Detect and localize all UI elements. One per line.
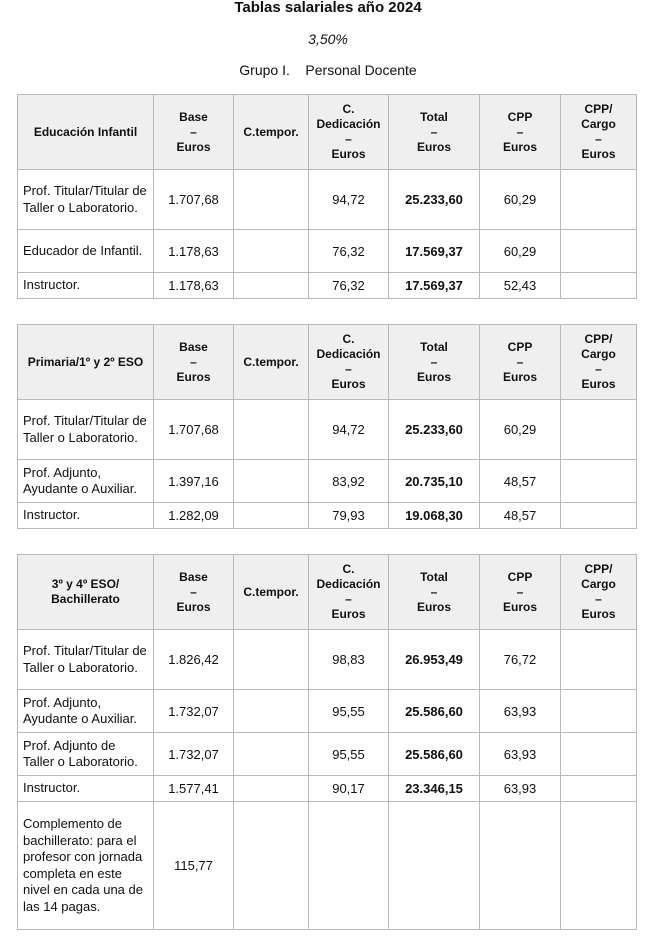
header-line: Euros [581,607,616,621]
header-line: Total [420,109,448,124]
header-line: – [516,584,524,599]
cpp-value: 63,93 [480,690,561,733]
col-header-ctempor: C.tempor. [234,325,309,400]
total-value: 17.569,37 [389,273,480,299]
header-line: – [430,124,438,139]
header-line: Dedicación [316,347,381,361]
cpp-cargo-value [561,630,637,690]
header-line: Euros [176,369,211,384]
header-line: – [190,354,197,369]
header-line: – [430,584,438,599]
ctempor-value [234,503,309,529]
dedicacion-value: 83,92 [309,460,389,503]
header-line: – [516,124,524,139]
base-value: 1.732,07 [154,690,234,733]
header-line: Euros [331,607,366,621]
ctempor-value [234,630,309,690]
category-label: Prof. Adjunto, Ayudante o Auxiliar. [18,690,154,733]
header-line: Euros [176,599,211,614]
col-header-dedicacion [309,555,389,630]
table-row [18,690,637,733]
header-row [18,95,637,170]
col-header-base [154,555,234,630]
category-label: Instructor. [18,503,154,529]
category-label: Prof. Titular/Titular de Taller o Laboratorio. [18,400,154,460]
cpp-value: 60,29 [480,170,561,230]
header-line: Euros [581,147,616,161]
header-line: – [595,592,602,606]
cpp-cargo-value [561,170,637,230]
header-line: – [595,132,602,146]
header-line: Euros [331,147,366,161]
col-header-total [389,325,480,400]
total-value: 26.953,49 [389,630,480,690]
base-value: 1.282,09 [154,503,234,529]
dedicacion-value: 76,32 [309,273,389,299]
total-value: 19.068,30 [389,503,480,529]
base-value: 115,77 [154,802,234,930]
header-line: – [516,354,524,369]
category-label: Prof. Adjunto, Ayudante o Auxiliar. [18,460,154,503]
category-label: Prof. Titular/Titular de Taller o Laboratorio. [18,630,154,690]
base-value: 1.178,63 [154,230,234,273]
dedicacion-value [309,802,389,930]
category-label: Instructor. [18,273,154,299]
dedicacion-value: 94,72 [309,400,389,460]
col-header-dedicacion [309,95,389,170]
header-line: Euros [331,377,366,391]
ctempor-value [234,690,309,733]
cpp-value: 52,43 [480,273,561,299]
header-line: CPP [507,339,533,354]
header-line: Euros [416,139,451,154]
category-label: Educador de Infantil. [18,230,154,273]
ctempor-value [234,400,309,460]
dedicacion-value: 95,55 [309,733,389,776]
dedicacion-value: 94,72 [309,170,389,230]
dedicacion-value: 76,32 [309,230,389,273]
base-value: 1.577,41 [154,776,234,802]
ctempor-value [234,733,309,776]
ctempor-value [234,273,309,299]
cpp-value: 60,29 [480,230,561,273]
header-line: – [430,354,438,369]
cpp-value: 63,93 [480,776,561,802]
col-header-base [154,95,234,170]
header-line: Total [420,569,448,584]
col-header-cpp [480,555,561,630]
base-value: 1.178,63 [154,273,234,299]
dedicacion-value: 98,83 [309,630,389,690]
header-line: – [345,362,352,376]
table-row [18,802,637,930]
table-row [18,460,637,503]
col-header-cpp-cargo [561,95,637,170]
base-value: 1.826,42 [154,630,234,690]
col-header-cpp [480,325,561,400]
ctempor-value [234,460,309,503]
dedicacion-value: 95,55 [309,690,389,733]
ctempor-value [234,776,309,802]
cpp-cargo-value [561,503,637,529]
header-row [18,325,637,400]
header-line: CPP [507,109,533,124]
header-line: Base [179,109,208,124]
header-line: Euros [416,599,451,614]
cpp-cargo-value [561,776,637,802]
section-title: Educación Infantil [18,95,154,170]
header-line: Base [179,569,208,584]
header-line: Euros [502,139,537,154]
cpp-cargo-value [561,273,637,299]
total-value: 25.233,60 [389,400,480,460]
cpp-cargo-value [561,460,637,503]
header-line: Euros [176,139,211,154]
col-header-cpp-cargo [561,325,637,400]
cpp-cargo-value [561,400,637,460]
total-value: 25.233,60 [389,170,480,230]
salary-table [17,324,637,529]
header-line: Dedicación [316,117,381,131]
total-value: 17.569,37 [389,230,480,273]
col-header-ctempor: C.tempor. [234,95,309,170]
table-row [18,273,637,299]
col-header-ctempor: C.tempor. [234,555,309,630]
base-value: 1.732,07 [154,733,234,776]
total-value: 25.586,60 [389,690,480,733]
page-title: Tablas salariales año 2024 [234,0,422,16]
category-label: Instructor. [18,776,154,802]
salary-table [17,94,637,299]
dedicacion-value: 79,93 [309,503,389,529]
header-line: Dedicación [316,577,381,591]
cpp-cargo-value [561,230,637,273]
table-row [18,630,637,690]
col-header-total [389,95,480,170]
percentage-subtitle: 3,50% [308,31,348,47]
header-row [18,555,637,630]
header-line: Euros [502,369,537,384]
section-title: 3º y 4º ESO/ Bachillerato [18,555,154,630]
base-value: 1.397,16 [154,460,234,503]
cpp-value: 48,57 [480,460,561,503]
header-line: – [190,124,197,139]
total-value [389,802,480,930]
cpp-value: 60,29 [480,400,561,460]
header-line: – [595,362,602,376]
header-line: – [345,592,352,606]
header-line: – [345,132,352,146]
cpp-cargo-value [561,733,637,776]
col-header-cpp-cargo [561,555,637,630]
total-value: 20.735,10 [389,460,480,503]
total-value: 25.586,60 [389,733,480,776]
cpp-value [480,802,561,930]
section-title: Primaria/1º y 2º ESO [18,325,154,400]
category-label: Prof. Adjunto de Taller o Laboratorio. [18,733,154,776]
header-line: CPP/ [584,332,613,346]
header-line: Total [420,339,448,354]
ctempor-value [234,802,309,930]
cpp-value: 48,57 [480,503,561,529]
salary-table [17,554,637,930]
category-label: Prof. Titular/Titular de Taller o Laboratorio. [18,170,154,230]
col-header-cpp [480,95,561,170]
header-line: – [190,584,197,599]
header-line: Euros [416,369,451,384]
table-row [18,230,637,273]
table-row [18,170,637,230]
header-line: CPP/ [584,102,613,116]
header-line: Cargo [581,577,616,591]
header-line: Base [179,339,208,354]
header-line: C. [342,102,355,116]
table-row [18,400,637,460]
col-header-total [389,555,480,630]
table-row [18,503,637,529]
cpp-value: 63,93 [480,733,561,776]
table-row [18,776,637,802]
header-line: Euros [581,377,616,391]
col-header-dedicacion [309,325,389,400]
category-label: Complemento de bachillerato: para el profesor con jornada completa en este nivel en cada una de las 14 pagas. [18,802,154,930]
ctempor-value [234,230,309,273]
header-line: C. [342,332,355,346]
group-label: Grupo I. Personal Docente [239,62,417,78]
header-line: Euros [502,599,537,614]
cpp-cargo-value [561,802,637,930]
total-value: 23.346,15 [389,776,480,802]
header-line: Cargo [581,117,616,131]
ctempor-value [234,170,309,230]
header-line: CPP/ [584,562,613,576]
header-line: Cargo [581,347,616,361]
base-value: 1.707,68 [154,170,234,230]
col-header-base [154,325,234,400]
cpp-value: 76,72 [480,630,561,690]
base-value: 1.707,68 [154,400,234,460]
table-row [18,733,637,776]
header-line: CPP [507,569,533,584]
header-line: C. [342,562,355,576]
cpp-cargo-value [561,690,637,733]
dedicacion-value: 90,17 [309,776,389,802]
